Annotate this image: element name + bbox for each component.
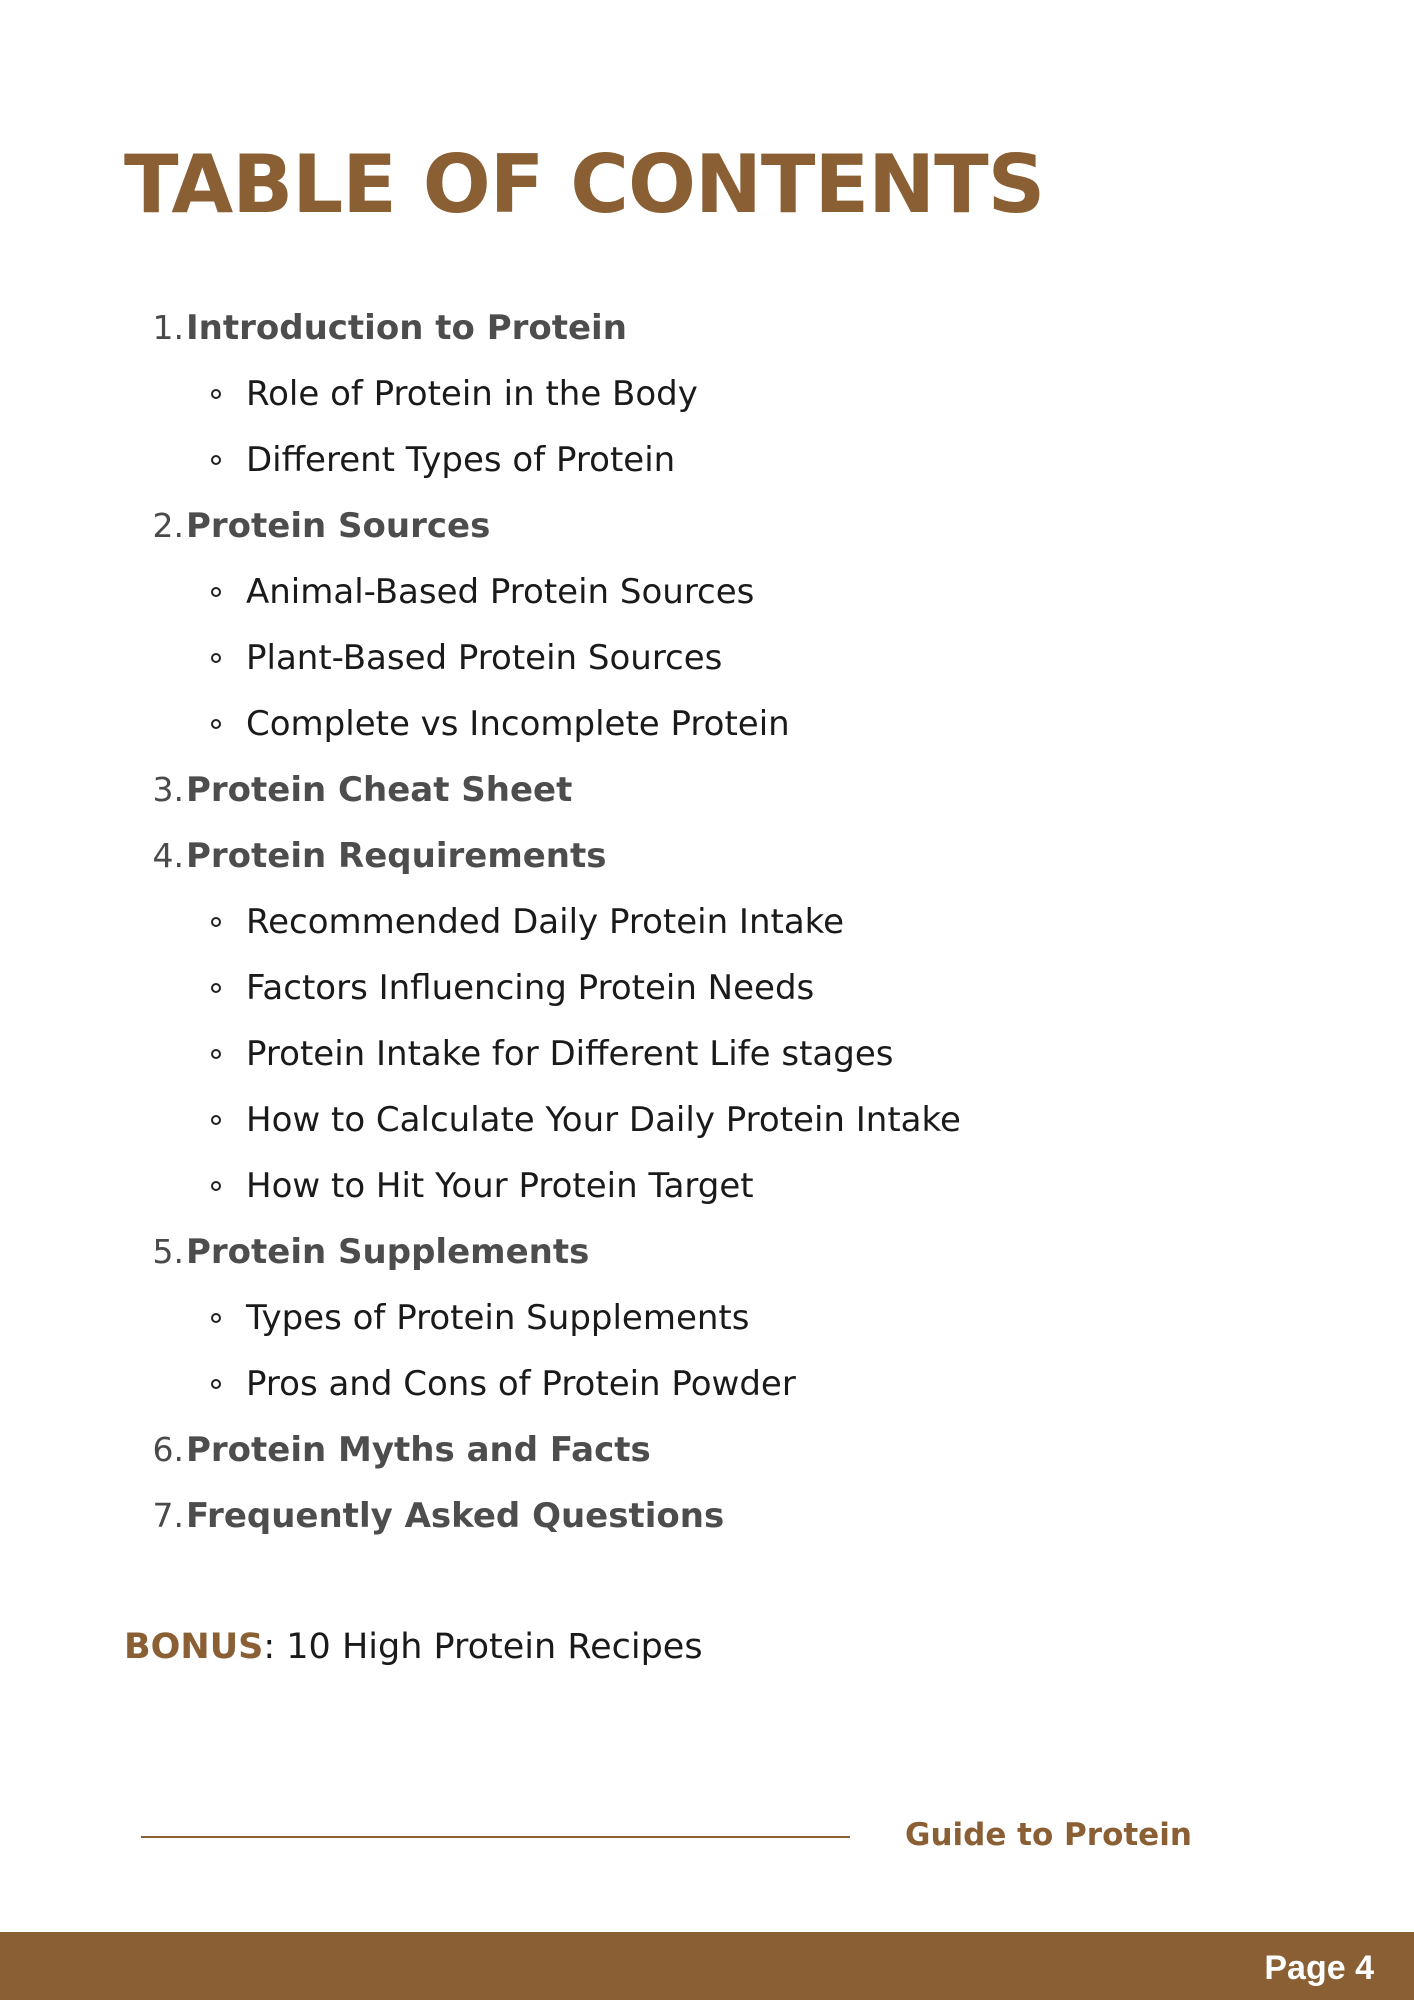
subitem-title: Role of Protein in the Body	[246, 374, 698, 414]
footer-band	[0, 1932, 1414, 2000]
toc-subitem	[0, 1088, 1414, 1154]
section-title: Protein Myths and Facts	[186, 1430, 651, 1470]
subitem-title: Factors Influencing Protein Needs	[246, 968, 815, 1008]
section-number: 7.	[152, 1496, 184, 1535]
subitem-title: Protein Intake for Different Life stages	[246, 1034, 894, 1074]
section-number: 6.	[152, 1430, 184, 1469]
subitem-title: How to Hit Your Protein Target	[246, 1166, 754, 1206]
bonus-label: BONUS	[124, 1627, 264, 1667]
toc-section-4	[0, 824, 1414, 890]
toc-section-1	[0, 296, 1414, 362]
toc-subitem	[0, 428, 1414, 494]
hollow-bullet-icon	[211, 983, 221, 993]
bonus-line	[124, 1627, 703, 1667]
section-title: Introduction to Protein	[186, 308, 627, 348]
table-of-contents	[0, 296, 1414, 1550]
toc-subitem	[0, 692, 1414, 758]
toc-section-2	[0, 494, 1414, 560]
subitem-title: Animal-Based Protein Sources	[246, 572, 755, 612]
toc-subitem	[0, 1286, 1414, 1352]
section-number: 3.	[152, 770, 184, 809]
toc-subitem	[0, 560, 1414, 626]
toc-subitem	[0, 1154, 1414, 1220]
hollow-bullet-icon	[211, 1379, 221, 1389]
subitem-title: Different Types of Protein	[246, 440, 676, 480]
section-title: Protein Sources	[186, 506, 491, 546]
toc-subitem	[0, 1352, 1414, 1418]
toc-section-5	[0, 1220, 1414, 1286]
hollow-bullet-icon	[211, 653, 221, 663]
section-title: Frequently Asked Questions	[186, 1496, 725, 1536]
page-number: Page 4	[1264, 1949, 1374, 1987]
subitem-title: How to Calculate Your Daily Protein Intake	[246, 1100, 961, 1140]
section-number: 4.	[152, 836, 184, 875]
hollow-bullet-icon	[211, 1181, 221, 1191]
subitem-title: Complete vs Incomplete Protein	[246, 704, 790, 744]
toc-section-7	[0, 1484, 1414, 1550]
toc-subitem	[0, 890, 1414, 956]
footer-title: Guide to Protein	[905, 1817, 1192, 1853]
toc-subitem	[0, 626, 1414, 692]
subitem-title: Recommended Daily Protein Intake	[246, 902, 845, 942]
toc-section-6	[0, 1418, 1414, 1484]
page-title: TABLE OF CONTENTS	[124, 138, 1045, 231]
subitem-title: Plant-Based Protein Sources	[246, 638, 723, 678]
subitem-title: Pros and Cons of Protein Powder	[246, 1364, 796, 1404]
section-title: Protein Requirements	[186, 836, 607, 876]
hollow-bullet-icon	[211, 389, 221, 399]
toc-section-3	[0, 758, 1414, 824]
toc-subitem	[0, 362, 1414, 428]
hollow-bullet-icon	[211, 1049, 221, 1059]
toc-subitem	[0, 1022, 1414, 1088]
hollow-bullet-icon	[211, 1313, 221, 1323]
hollow-bullet-icon	[211, 455, 221, 465]
hollow-bullet-icon	[211, 917, 221, 927]
hollow-bullet-icon	[211, 1115, 221, 1125]
hollow-bullet-icon	[211, 719, 221, 729]
bonus-text: : 10 High Protein Recipes	[263, 1627, 703, 1667]
section-title: Protein Cheat Sheet	[186, 770, 573, 810]
hollow-bullet-icon	[211, 587, 221, 597]
toc-subitem	[0, 956, 1414, 1022]
subitem-title: Types of Protein Supplements	[246, 1298, 750, 1338]
footer-divider	[141, 1836, 850, 1838]
section-title: Protein Supplements	[186, 1232, 590, 1272]
section-number: 2.	[152, 506, 184, 545]
section-number: 1.	[152, 308, 184, 347]
section-number: 5.	[152, 1232, 184, 1271]
